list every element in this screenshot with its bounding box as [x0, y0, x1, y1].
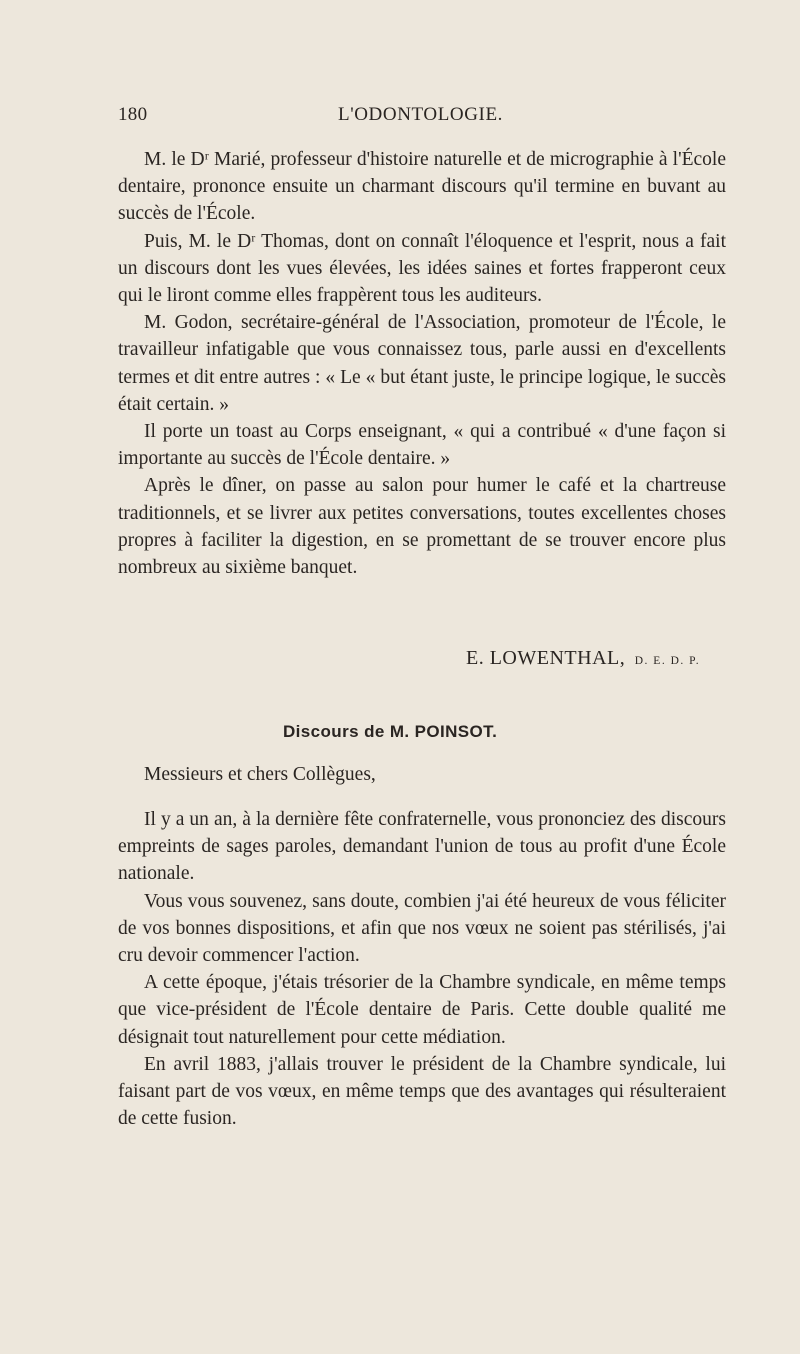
running-title: L'ODONTOLOGIE.	[338, 104, 504, 125]
page-number: 180	[118, 104, 148, 125]
paragraph-epoque: A cette époque, j'étais trésorier de la Chambre syndicale, en même temps que vice-président de l'École dentaire de Paris. Cette double qualité me désignait tout naturellement pour cette médiation.	[118, 972, 726, 1048]
running-header	[118, 104, 728, 132]
paragraph-thomas: Puis, M. le Dʳ Thomas, dont on connaît l'éloquence et l'esprit, nous a fait un discours dont les vues élevées, les idées saines et fortes frapperont ceux qui le liront comme elles frappèrent tous les auditeurs.	[118, 230, 726, 307]
paragraph-souvenez: Vous vous souvenez, sans doute, combien j'ai été heureux de vous féliciter de vos bonnes dispositions, et afin que nos vœux ne soient pas stérilisés, j'ai cru devoir commencer l'action.	[118, 890, 726, 967]
report-text	[118, 146, 726, 581]
speech-text	[118, 806, 726, 1132]
signature-degree: D. E. D. P.	[634, 655, 701, 667]
paragraph-diner: Après le dîner, on passe au salon pour humer le café et la chartreuse traditionnels, et se livrer aux petites conversations, toutes excellentes choses propres à faciliter la digestion, en se promettant de se trouver encore plus nombreux au sixième banquet.	[118, 475, 726, 579]
paragraph-marie: M. le Dʳ Marié, professeur d'histoire naturelle et de micrographie à l'École dentaire, prononce ensuite un charmant discours qu'il termine en buvant au succès de l'École.	[118, 149, 726, 225]
section-heading: Discours de M. POINSOT.	[283, 722, 498, 741]
salutation: Messieurs et chers Collègues,	[144, 764, 376, 785]
paragraph-avril: En avril 1883, j'allais trouver le président de la Chambre syndicale, lui faisant part de vos vœux, en même temps que des avantages qui résulteraient de cette fusion.	[118, 1053, 726, 1130]
paragraph-toast: Il porte un toast au Corps enseignant, « qui a contribué « d'une façon si importante au succès de l'École dentaire. »	[118, 421, 726, 470]
signature	[466, 647, 736, 670]
signature-name: E. LOWENTHAL,	[466, 647, 626, 669]
paragraph-fete: Il y a un an, à la dernière fête confraternelle, vous prononciez des discours empreints de sages paroles, demandant l'union de tous au profit d'une École nationale.	[118, 809, 726, 885]
paragraph-godon: M. Godon, secrétaire-général de l'Association, promoteur de l'École, le travailleur infatigable que vous connaissez tous, parle aussi en d'excellents termes et dit entre autres : « Le « but étant juste, le principe logique, le succès était certain. »	[118, 312, 726, 415]
